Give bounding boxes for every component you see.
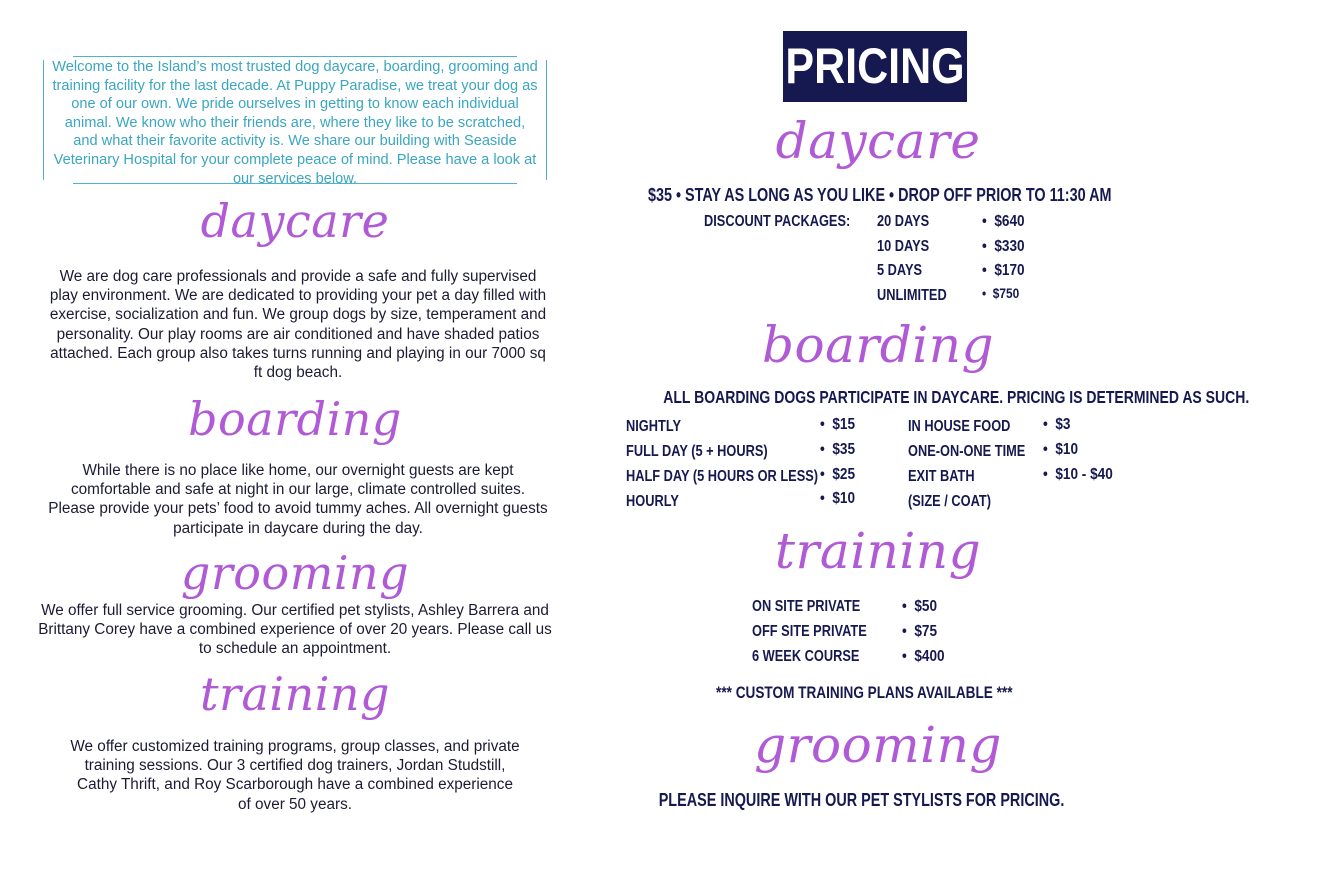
grooming-note: PLEASE INQUIRE WITH OUR PET STYLISTS FOR PRICING. bbox=[659, 790, 1065, 810]
custom-training-note: *** CUSTOM TRAINING PLANS AVAILABLE *** bbox=[715, 683, 1013, 702]
boarding-item-price: • $25 bbox=[820, 466, 856, 483]
welcome-top-rule bbox=[73, 56, 517, 57]
training-item-name: OFF SITE PRIVATE bbox=[752, 623, 867, 640]
services-daycare-text: We are dog care professionals and provide a safe and fully supervised play environment. We are dedicated to providing your pet a day filled with exercise, socialization and fun. We group dogs by size, temperament and personality. Our play rooms are air conditioned and have shaded patios attached. Each group also takes turns running and playing in our 7000 sq ft dog beach. bbox=[49, 268, 547, 382]
package-name: UNLIMITED bbox=[877, 287, 947, 304]
boarding-item-price: • $35 bbox=[820, 441, 856, 458]
boarding-item-name: FULL DAY (5 + HOURS) bbox=[626, 443, 768, 460]
package-price: • $330 bbox=[982, 238, 1025, 255]
daycare-headline: $35 • STAY AS LONG AS YOU LIKE • DROP OFF PRIOR TO 11:30 AM bbox=[647, 185, 1112, 205]
boarding-extra-name: (SIZE / COAT) bbox=[908, 493, 991, 510]
boarding-item-price: • $15 bbox=[820, 416, 856, 433]
boarding-note: ALL BOARDING DOGS PARTICIPATE IN DAYCARE. PRICING IS DETERMINED AS SUCH. bbox=[663, 387, 1250, 407]
boarding-extra-name: EXIT BATH bbox=[908, 468, 975, 485]
services-training-heading: training bbox=[199, 667, 391, 721]
boarding-item-price: • $10 bbox=[820, 490, 856, 507]
boarding-item-name: NIGHTLY bbox=[626, 418, 681, 435]
services-grooming-text: We offer full service grooming. Our certified pet stylists, Ashley Barrera and Brittany Corey have a combined experience of over 20 years. Please call us to schedule an appointment. bbox=[38, 602, 552, 658]
package-price: • $750 bbox=[982, 285, 1020, 301]
training-item-name: 6 WEEK COURSE bbox=[752, 648, 860, 665]
services-grooming-heading: grooming bbox=[180, 546, 410, 600]
services-column bbox=[0, 0, 590, 871]
training-item-price: • $75 bbox=[902, 623, 938, 640]
package-name: 20 DAYS bbox=[877, 213, 930, 230]
package-price: • $640 bbox=[982, 213, 1025, 230]
welcome-box bbox=[43, 56, 547, 187]
package-name: 10 DAYS bbox=[877, 238, 930, 255]
services-boarding-text: While there is no place like home, our overnight guests are kept comfortable and safe at night in our large, climate controlled suites. Please provide your pets’ food to avoid tummy aches. All overnight guests participate in daycare during the day. bbox=[48, 462, 548, 537]
training-item-name: ON SITE PRIVATE bbox=[752, 598, 861, 615]
boarding-extra-price: • $10 - $40 bbox=[1043, 466, 1113, 483]
boarding-extra-name: ONE-ON-ONE TIME bbox=[908, 443, 1026, 460]
boarding-extra-price: • $3 bbox=[1043, 416, 1071, 433]
welcome-text: Welcome to the Island’s most trusted dog daycare, boarding, grooming and training facility for the last decade. At Puppy Paradise, we treat your dog as one of our own. We pride ourselves in getting to know each individual animal. We know who their friends are, where they like to be scratched, and what their favorite activity is. We share our building with Seaside Veterinary Hospital for your complete peace of mind. Please have a look at our services below. bbox=[52, 59, 538, 187]
services-training-text: We offer customized training programs, group classes, and private training sessions. Our 3 certified dog trainers, Jordan Studstill, Cathy Thrift, and Roy Scarborough have a combined experience of over 50 years. bbox=[70, 738, 520, 813]
pricing-column bbox=[590, 0, 1250, 871]
discount-label: DISCOUNT PACKAGES: bbox=[704, 213, 851, 230]
boarding-item-name: HOURLY bbox=[626, 493, 679, 510]
boarding-extra-name: IN HOUSE FOOD bbox=[908, 418, 1011, 435]
pricing-boarding-heading: boarding bbox=[761, 316, 995, 374]
welcome-right-rule bbox=[546, 60, 547, 180]
pricing-grooming-heading: grooming bbox=[754, 716, 1002, 774]
pricing-title: PRICING bbox=[783, 31, 967, 102]
services-daycare-heading: daycare bbox=[200, 194, 390, 248]
services-boarding-heading: boarding bbox=[188, 392, 402, 446]
pricing-training-heading: training bbox=[774, 522, 982, 580]
training-item-price: • $400 bbox=[902, 648, 945, 665]
welcome-left-rule bbox=[43, 60, 44, 180]
pricing-daycare-heading: daycare bbox=[775, 112, 981, 170]
package-price: • $170 bbox=[982, 262, 1025, 279]
boarding-item-name: HALF DAY (5 HOURS OR LESS) bbox=[626, 468, 819, 485]
boarding-extra-price: • $10 bbox=[1043, 441, 1079, 458]
package-name: 5 DAYS bbox=[877, 262, 923, 279]
training-item-price: • $50 bbox=[902, 598, 938, 615]
